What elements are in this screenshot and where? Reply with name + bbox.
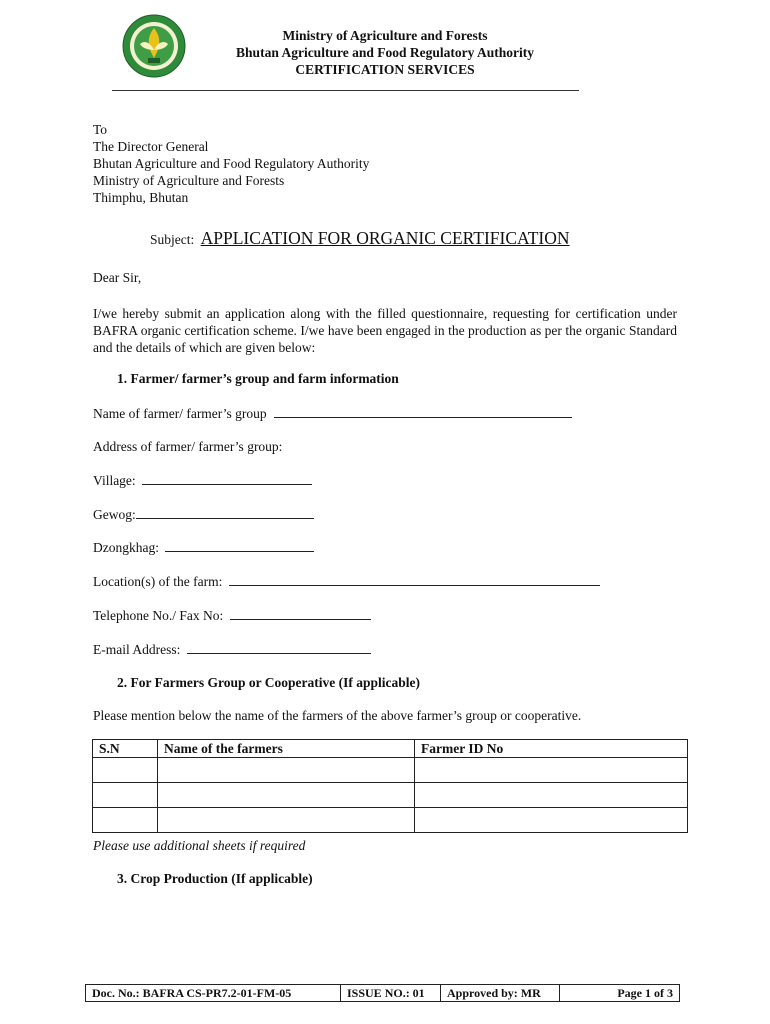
column-header-farmer-id: Farmer ID No (415, 740, 688, 758)
doc-number: Doc. No.: BAFRA CS-PR7.2-01-FM-05 (86, 985, 341, 1002)
greeting: Dear Sir, (93, 270, 142, 285)
field-label: Telephone No./ Fax No: (93, 608, 224, 623)
letterhead (150, 27, 620, 78)
address-line: To (93, 122, 108, 137)
field-gewog (93, 506, 314, 523)
subject-label: Subject: (150, 232, 195, 247)
field-label: Village: (93, 473, 136, 488)
dzongkhag-blank[interactable] (165, 539, 314, 552)
table-row (93, 758, 688, 783)
service-name: CERTIFICATION SERVICES (295, 62, 475, 77)
address-line: Thimphu, Bhutan (93, 190, 189, 205)
field-farmer-address (93, 439, 282, 455)
field-village (93, 472, 312, 489)
farmer-name-blank[interactable] (274, 405, 572, 418)
section-2-instruction: Please mention below the name of the farmers of the above farmer’s group or cooperative. (93, 708, 582, 723)
column-header-farmer-name: Name of the farmers (158, 740, 415, 758)
address-line: The Director General (93, 139, 209, 154)
table-cell[interactable] (415, 808, 688, 833)
field-label: Dzongkhag: (93, 540, 159, 555)
section-1-heading: 1. Farmer/ farmer’s group and farm information (117, 371, 399, 386)
page-number: Page 1 of 3 (560, 985, 680, 1002)
field-dzongkhag (93, 539, 314, 556)
address-line: Bhutan Agriculture and Food Regulatory Authority (93, 156, 370, 171)
field-label: Gewog: (93, 507, 136, 522)
additional-sheets-note: Please use additional sheets if required (93, 838, 306, 853)
table-row (93, 808, 688, 833)
village-blank[interactable] (142, 472, 312, 485)
telephone-blank[interactable] (230, 607, 371, 620)
section-2-heading: 2. For Farmers Group or Cooperative (If applicable) (117, 675, 420, 690)
email-blank[interactable] (187, 641, 371, 654)
intro-paragraph: I/we hereby submit an application along with the filled questionnaire, requesting for certification under BAFRA organic certification scheme. I/we have been engaged in the production as per the organic Standard and the details of which are given below: (93, 306, 677, 355)
field-label: Location(s) of the farm: (93, 574, 223, 589)
recipient-address (93, 121, 369, 206)
footer-row (86, 985, 680, 1002)
table-cell[interactable] (93, 783, 158, 808)
field-label: Name of farmer/ farmer’s group (93, 406, 267, 421)
address-line: Ministry of Agriculture and Forests (93, 173, 285, 188)
header-divider (112, 90, 579, 91)
section-3-heading: 3. Crop Production (If applicable) (117, 871, 313, 886)
table-cell[interactable] (158, 783, 415, 808)
field-email (93, 641, 371, 658)
farmers-table (92, 739, 688, 833)
document-footer (85, 984, 680, 1002)
gewog-blank[interactable] (136, 506, 314, 519)
table-cell[interactable] (93, 758, 158, 783)
farm-location-blank[interactable] (229, 573, 600, 586)
table-cell[interactable] (415, 758, 688, 783)
table-cell[interactable] (93, 808, 158, 833)
field-telephone (93, 607, 371, 624)
field-label: E-mail Address: (93, 642, 181, 657)
authority-name: Bhutan Agriculture and Food Regulatory Authority (236, 45, 534, 60)
subject-line (150, 228, 630, 249)
field-farm-location (93, 573, 600, 590)
table-cell[interactable] (158, 808, 415, 833)
ministry-name: Ministry of Agriculture and Forests (282, 28, 488, 43)
table-cell[interactable] (415, 783, 688, 808)
approved-by: Approved by: MR (441, 985, 560, 1002)
field-label: Address of farmer/ farmer’s group: (93, 439, 283, 454)
table-row (93, 783, 688, 808)
subject-title: APPLICATION FOR ORGANIC CERTIFICATION (200, 228, 570, 248)
table-header-row (93, 740, 688, 758)
field-farmer-name (93, 405, 572, 422)
table-cell[interactable] (158, 758, 415, 783)
issue-number: ISSUE NO.: 01 (341, 985, 441, 1002)
column-header-sn: S.N (93, 740, 158, 758)
